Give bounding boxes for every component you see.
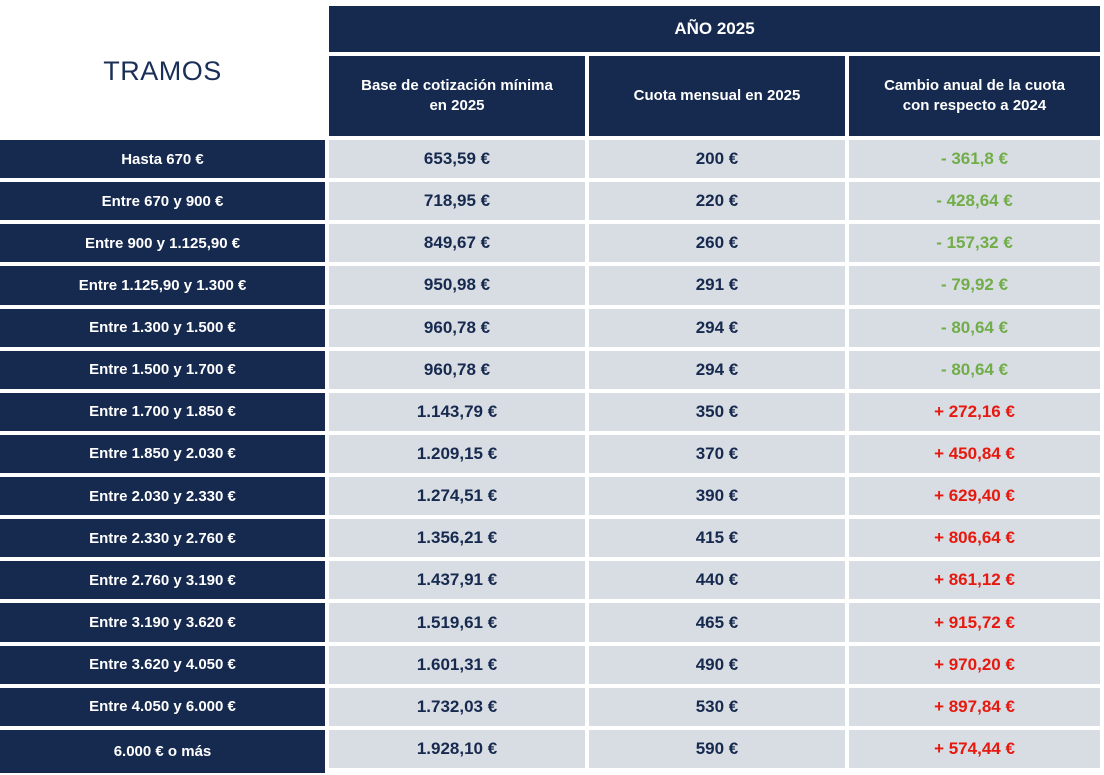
cuota-cell: 490 €	[589, 646, 845, 684]
cuota-cell: 370 €	[589, 435, 845, 473]
column-header-cambio: Cambio anual de la cuota con respecto a 2024	[849, 56, 1100, 136]
base-cell: 1.437,91 €	[329, 561, 585, 599]
cuota-cell: 390 €	[589, 477, 845, 515]
cuota-cell: 294 €	[589, 309, 845, 347]
tramo-cell: Entre 670 y 900 €	[0, 182, 325, 220]
cambio-cell: + 450,84 €	[849, 435, 1100, 473]
cuota-cell: 350 €	[589, 393, 845, 431]
tramos-column-title: TRAMOS	[0, 6, 325, 136]
cambio-cell: + 806,64 €	[849, 519, 1100, 557]
base-cell: 950,98 €	[329, 266, 585, 304]
cambio-cell: + 897,84 €	[849, 688, 1100, 726]
cuota-cell: 291 €	[589, 266, 845, 304]
cuota-cell: 530 €	[589, 688, 845, 726]
cuota-cell: 465 €	[589, 603, 845, 641]
cuota-cell: 590 €	[589, 730, 845, 768]
base-cell: 1.356,21 €	[329, 519, 585, 557]
cuota-cell: 415 €	[589, 519, 845, 557]
tramo-cell: Entre 1.500 y 1.700 €	[0, 351, 325, 389]
tramo-cell: Entre 1.300 y 1.500 €	[0, 309, 325, 347]
base-cell: 1.601,31 €	[329, 646, 585, 684]
base-cell: 1.519,61 €	[329, 603, 585, 641]
cuota-cell: 220 €	[589, 182, 845, 220]
cuota-cell: 260 €	[589, 224, 845, 262]
cambio-cell: - 80,64 €	[849, 309, 1100, 347]
base-cell: 1.732,03 €	[329, 688, 585, 726]
cuota-cell: 200 €	[589, 140, 845, 178]
cambio-cell: - 80,64 €	[849, 351, 1100, 389]
cambio-cell: + 574,44 €	[849, 730, 1100, 768]
tramo-cell: Entre 900 y 1.125,90 €	[0, 224, 325, 262]
cuota-cell: 440 €	[589, 561, 845, 599]
tramo-cell: Entre 1.125,90 y 1.300 €	[0, 266, 325, 304]
tramo-cell: Entre 2.760 y 3.190 €	[0, 561, 325, 599]
cuota-cell: 294 €	[589, 351, 845, 389]
cambio-cell: + 861,12 €	[849, 561, 1100, 599]
cambio-cell: + 629,40 €	[849, 477, 1100, 515]
base-cell: 718,95 €	[329, 182, 585, 220]
tramo-cell: Entre 2.030 y 2.330 €	[0, 477, 325, 515]
base-cell: 1.928,10 €	[329, 730, 585, 768]
tramo-cell: Entre 1.850 y 2.030 €	[0, 435, 325, 473]
base-cell: 960,78 €	[329, 309, 585, 347]
tramo-cell: Entre 3.190 y 3.620 €	[0, 603, 325, 641]
cambio-cell: - 157,32 €	[849, 224, 1100, 262]
base-cell: 960,78 €	[329, 351, 585, 389]
cambio-cell: - 79,92 €	[849, 266, 1100, 304]
cambio-cell: + 272,16 €	[849, 393, 1100, 431]
tramo-cell: Entre 3.620 y 4.050 €	[0, 646, 325, 684]
column-header-cuota: Cuota mensual en 2025	[589, 56, 845, 136]
base-cell: 849,67 €	[329, 224, 585, 262]
year-banner: AÑO 2025	[329, 6, 1100, 52]
tramo-cell: Entre 1.700 y 1.850 €	[0, 393, 325, 431]
tramo-cell: Entre 4.050 y 6.000 €	[0, 688, 325, 726]
cambio-cell: - 361,8 €	[849, 140, 1100, 178]
column-header-base: Base de cotización mínima en 2025	[329, 56, 585, 136]
cambio-cell: + 970,20 €	[849, 646, 1100, 684]
base-cell: 1.209,15 €	[329, 435, 585, 473]
cambio-cell: - 428,64 €	[849, 182, 1100, 220]
tramo-cell: Hasta 670 €	[0, 140, 325, 178]
base-cell: 1.274,51 €	[329, 477, 585, 515]
tramo-cell: 6.000 € o más	[0, 730, 325, 773]
base-cell: 1.143,79 €	[329, 393, 585, 431]
tramo-cell: Entre 2.330 y 2.760 €	[0, 519, 325, 557]
base-cell: 653,59 €	[329, 140, 585, 178]
cambio-cell: + 915,72 €	[849, 603, 1100, 641]
